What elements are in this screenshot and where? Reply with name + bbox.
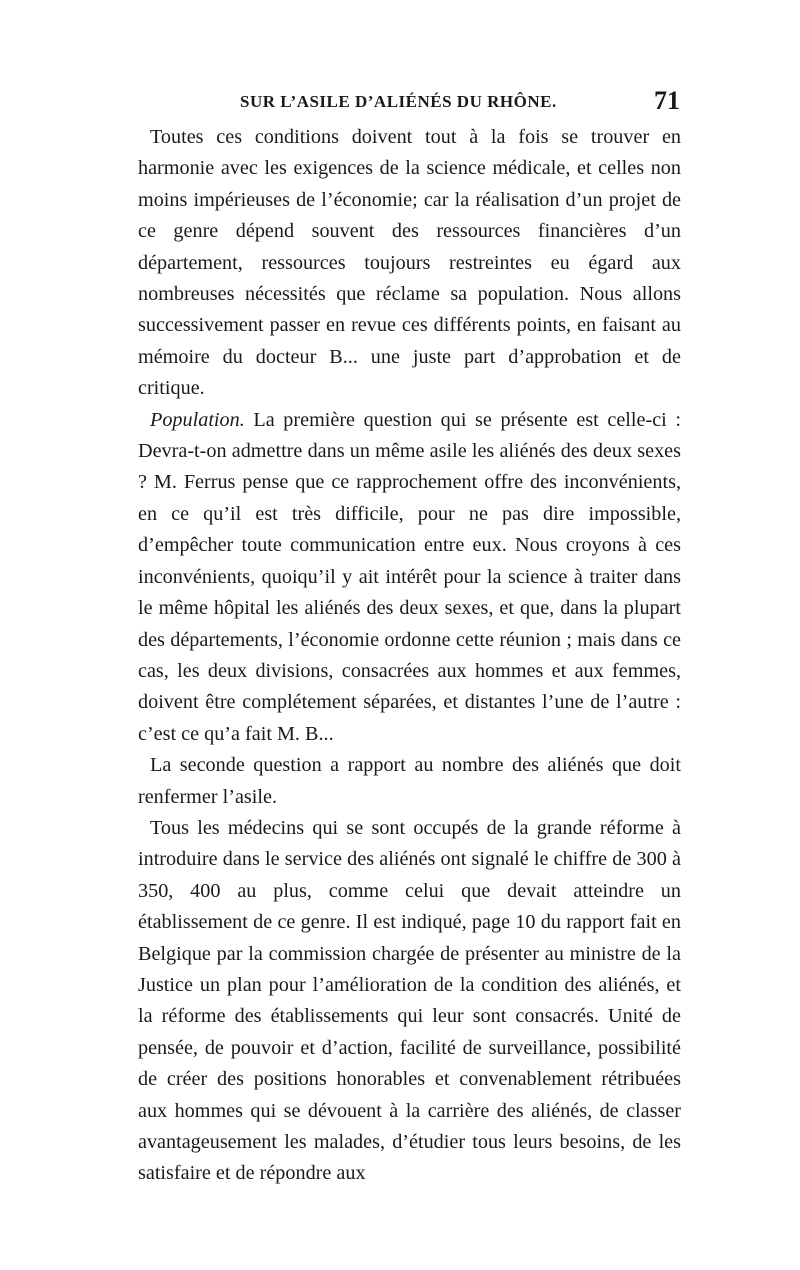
paragraph-second-question [138,750,681,813]
running-title: SUR L’ASILE D’ALIÉNÉS DU RHÔNE. [240,92,557,111]
page-number: 71 [654,86,680,115]
paragraph-population [138,405,681,750]
paragraph-text: La seconde question a rapport au nombre des aliénés que doit renfermer l’asile. [138,754,681,808]
paragraph-lead: Population. [150,408,245,431]
paragraph-reform [138,813,681,1190]
body-text [138,122,681,1190]
paragraph-text: La première question qui se présente est celle-ci : Devra-t-on admettre dans un même asile les aliénés des deux sexes ? M. Ferrus pense que ce rapprochement offre des inconvénients, en ce qu’il est très difficile, pour ne pas dire impossible, d’empêcher toute communication entre eux. Nous croyons à ces inconvénients, quoiqu’il y ait intérêt pour la science à traiter dans le même hôpital les aliénés des deux sexes, et que, dans la plupart des départements, l’économie ordonne cette réunion ; mais dans ce cas, les deux divisions, consacrées aux hommes et aux femmes, doivent être complétement séparées, et distantes l’une de l’autre : c’est ce qu’a fait M. B... [138,408,681,745]
running-head [140,86,680,122]
paragraph-conditions [138,122,681,405]
paragraph-text: Tous les médecins qui se sont occupés de la grande réforme à introduire dans le service des aliénés ont signalé le chiffre de 300 à 350, 400 au plus, comme celui que devait atteindre un établissement de ce genre. Il est indiqué, page 10 du rapport fait en Belgique par la commission chargée de présenter au ministre de la Justice un plan pour l’amélioration de la condition des aliénés, et la réforme des établissements qui leur sont consacrés. Unité de pensée, de pouvoir et d’action, facilité de surveillance, possibilité de créer des positions honorables et convenablement rétribuées aux hommes qui se dévouent à la carrière des aliénés, de classer avantageusement les malades, d’étudier tous leurs besoins, de les satisfaire et de répondre aux [138,816,681,1185]
paragraph-text: Toutes ces conditions doivent tout à la fois se trouver en harmonie avec les exigences de la science médicale, et celles non moins impérieuses de l’économie; car la réalisation d’un projet de ce genre dépend souvent des ressources financières d’un département, ressources toujours restreintes eu égard aux nombreuses nécessités que réclame sa population. Nous allons successivement passer en revue ces différents points, en faisant au mémoire du docteur B... une juste part d’approbation et de critique. [138,126,681,400]
